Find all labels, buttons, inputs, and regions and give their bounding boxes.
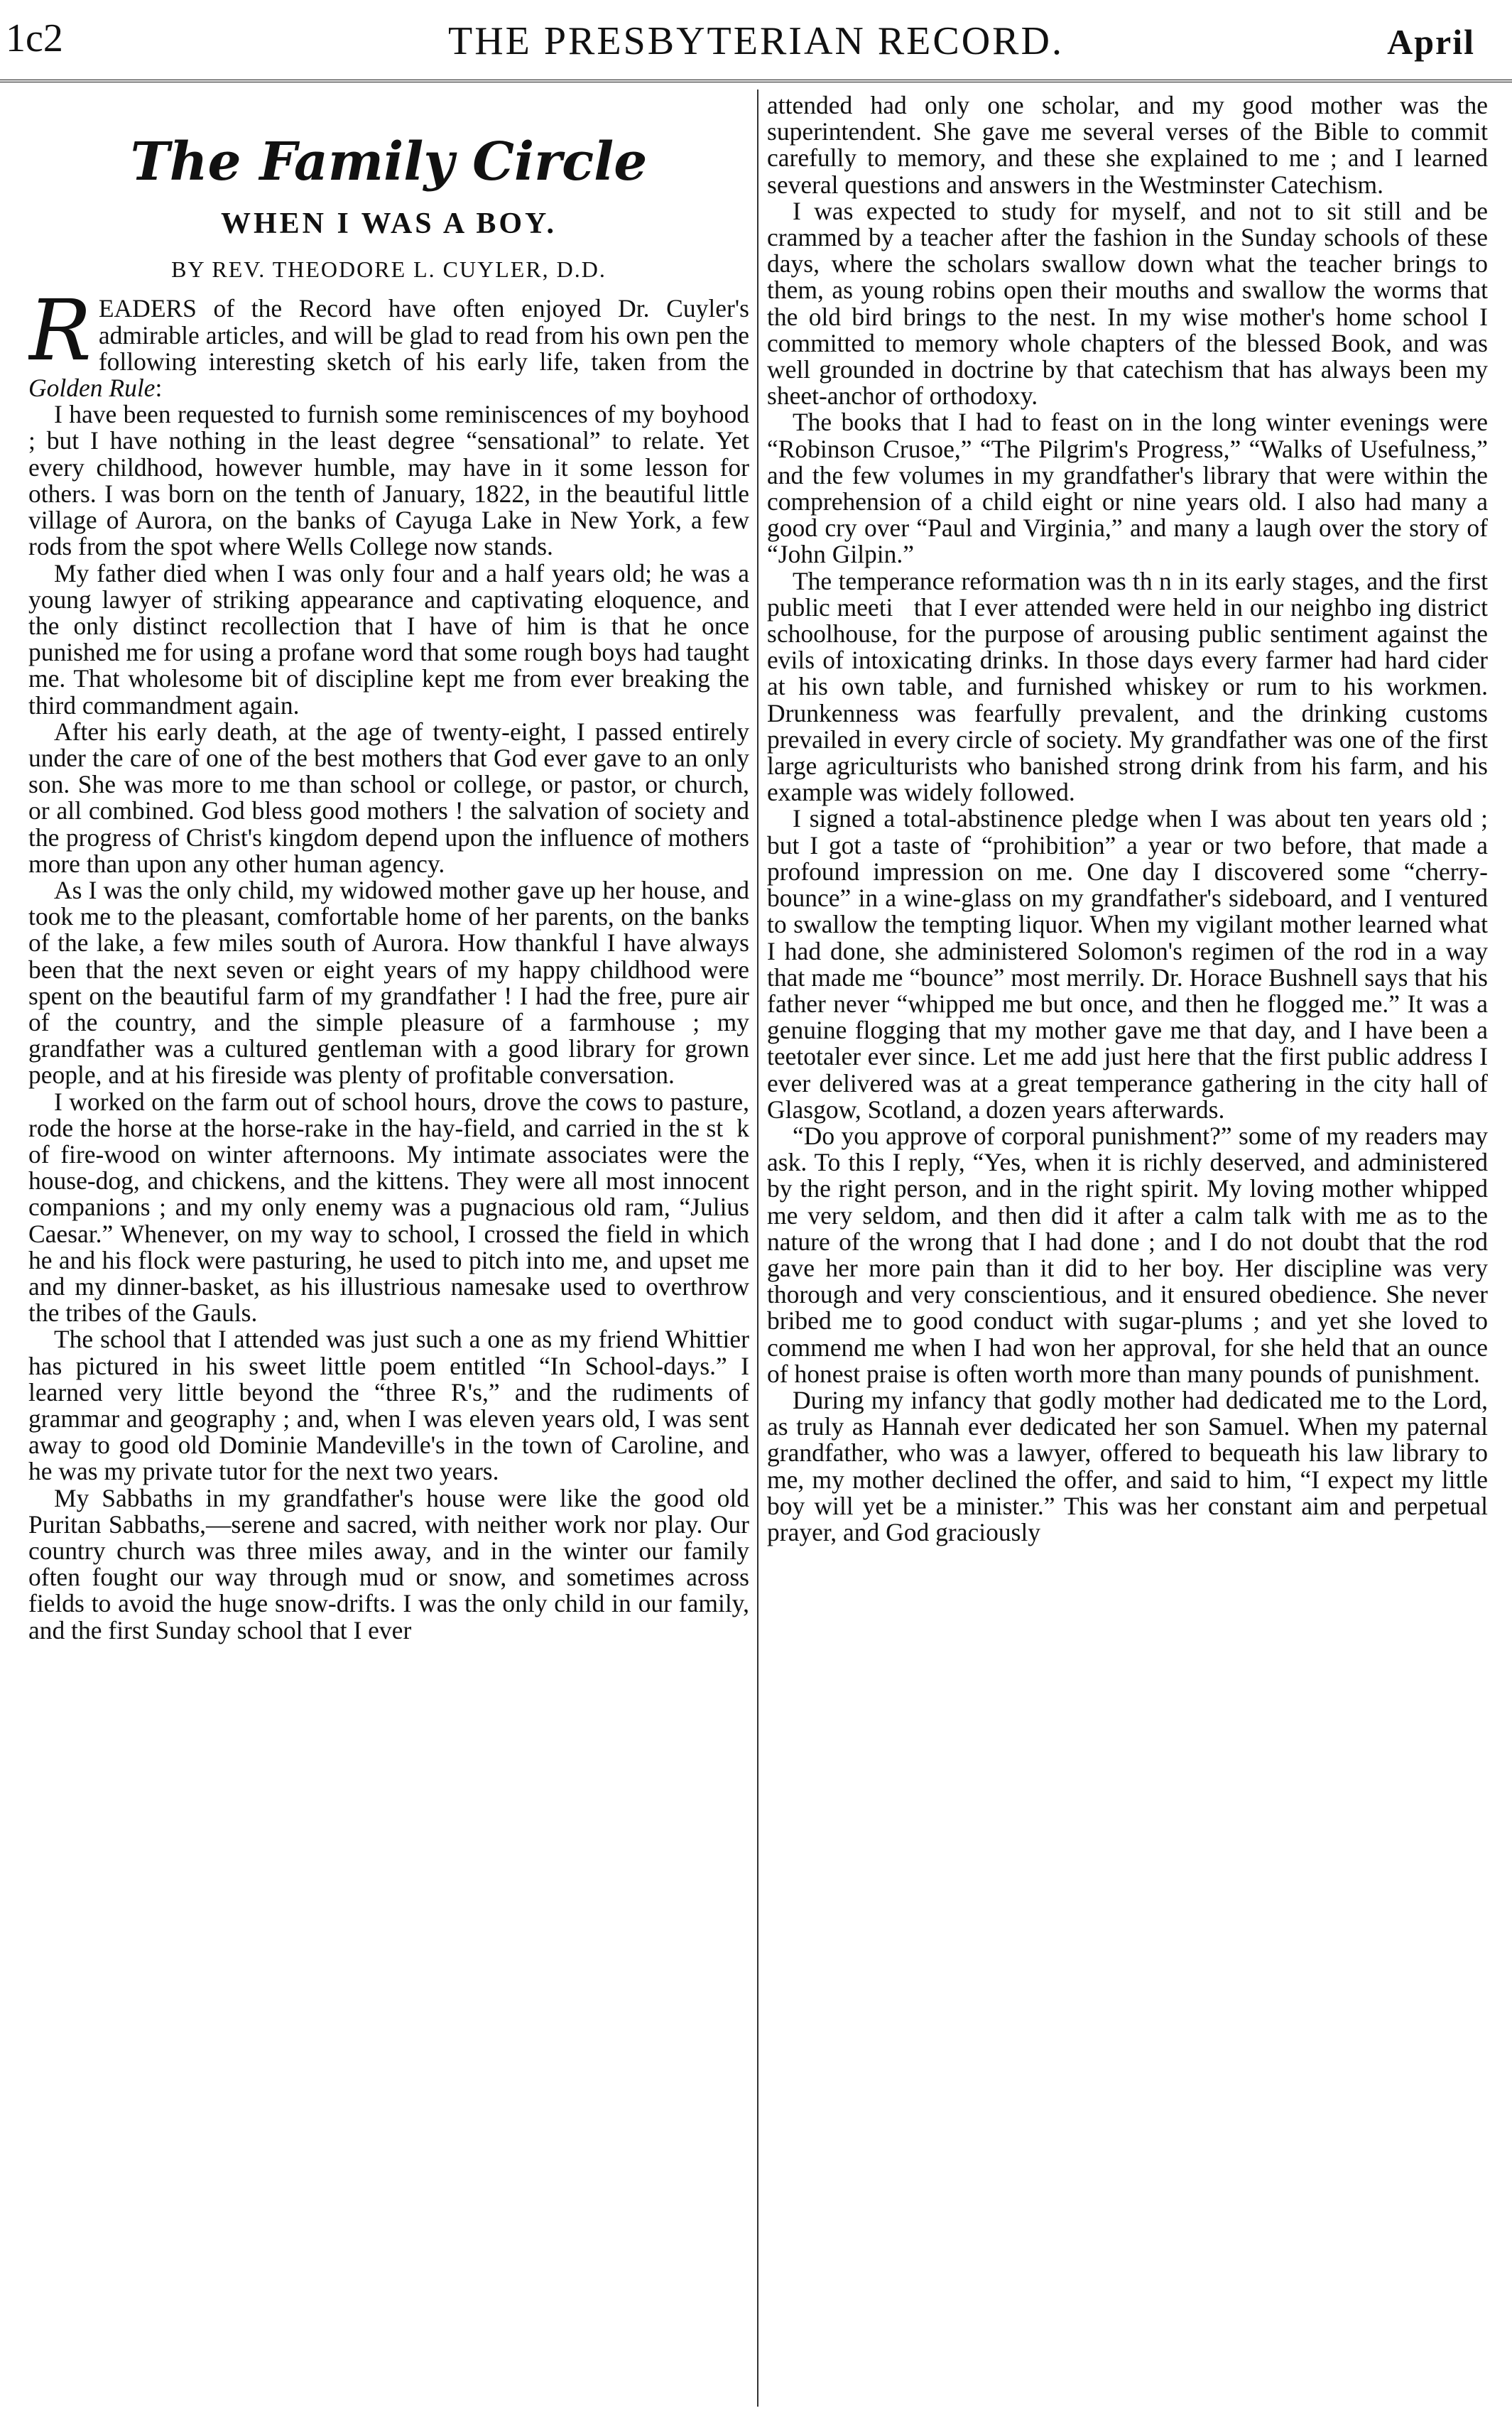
header-rule [0, 80, 1512, 82]
drop-cap: R [28, 281, 92, 380]
body-paragraph: I signed a total-abstinence pledge when I was about ten years old ; but I got a taste of “prohibition” a year or two before, that made a profound impression on me. One day I discovered some “cherry-bounce” in a wine-glass on my grandfather's sideboard, and I ventured to swallow the tempting liquor. When my vigilant mother learned what I had done, she administered Solomon's regimen of the rod in a way that made me “bounce” most merrily. Dr. Horace Bushnell says that his father never “whipped me but once, and then he flogged me.” It was a genuine flogging that my mother gave me that day, and I have been a teetotaler ever since. Let me add just here that the first public address I ever delivered was at a great temperance gathering in the city hall of Glasgow, Scotland, a dozen years afterwards. [767, 804, 1488, 1124]
left-column [28, 92, 749, 2401]
intro-tail: : [155, 374, 163, 403]
page-header [0, 0, 1512, 77]
body-paragraph: The books that I had to feast on in the long winter evenings were “Robinson Crusoe,” “The Pilgrim's Progress,” “Walks of Usefulness,” and the few volumes in my grandfather's library that were within the comprehension of a child eight or nine years old. I also had many a good cry over “Paul and Virginia,” and many a laugh over the story of “John Gilpin.” [767, 408, 1488, 569]
body-paragraph: As I was the only child, my widowed mother gave up her house, and took me to the pleasant, comfortable home of her parents, on the banks of the lake, a few miles south of Aurora. How thankful I have always been that the next seven or eight years of my happy childhood were spent on the beautiful farm of my grandfather ! I had the free, pure air of the country, and the simple pleasure of a farmhouse ; my grandfather was a cultured gentleman with a good library for grown people, and at his fireside was plenty of profitable conversation. [28, 875, 749, 1090]
body-paragraph: The school that I attended was just such a one as my friend Whittier has pictured in his sweet little poem entitled “In School-days.” I learned very little beyond the “three R's,” and the rudiments of grammar and geography ; and, when I was eleven years old, I was sent away to good old Dominie Mandeville's in the town of Caroline, and he was my private tutor for the next two years. [28, 1325, 749, 1486]
body-paragraph: I was expected to study for myself, and not to sit still and be crammed by a teacher after the fashion in the Sunday schools of these days, where the scholars swallow down what the teacher brings to them, as young robins open their mouths and swallow the worms that the old bird brings to the nest. In my wise mother's home school I committed to memory whole chapters of the blessed Book, and was well grounded in doctrine by that catechism that has always been my sheet-anchor of orthodoxy. [767, 196, 1488, 411]
intro-lead: EADERS of the Record have often enjoyed Dr. Cuyler's admirable articles, and will be glad to read from his own pen the following interesting sketch of his early life, taken from the [98, 294, 749, 376]
article-byline: BY REV. THEODORE L. CUYLER, D.D. [171, 256, 607, 283]
issue-month: April [1387, 22, 1475, 62]
intro-source: Golden Rule [28, 374, 156, 403]
body-paragraph: My father died when I was only four and a half years old; he was a young lawyer of striking appearance and captivating eloquence, and the only distinct recollection that I have of him is that he once punished me for using a profane word that some rough boys had taught me. That wholesome bit of discipline kept me from ever breaking the third commandment again. [28, 558, 749, 720]
page-number: 1c2 [6, 16, 63, 60]
section-title: The Family Circle [130, 131, 648, 193]
body-paragraph: After his early death, at the age of twenty-eight, I passed entirely under the care of one of the best mothers that God ever gave to an only son. She was more to me than school or college, or pastor, or church, or all combined. God bless good mothers ! the salvation of society and the progress of Christ's kingdom depend upon the influence of mothers more than upon any other human agency. [28, 717, 749, 878]
body-paragraph: During my infancy that godly mother had dedicated me to the Lord, as truly as Hannah ever dedicated her son Samuel. When my paternal grandfather, who was a lawyer, offered to bequeath his law library to me, my mother declined the offer, and said to him, “I expect my little boy will yet be a minister.” This was her constant aim and perpetual prayer, and God graciously [767, 1385, 1488, 1546]
body-paragraph: I worked on the farm out of school hours, drove the cows to pasture, rode the horse at the horse-rake in the hay-field, and carried in the st k of fire-wood on winter afternoons. My intimate associates were the house-dog, and chickens, and the kittens. They were all most innocent companions ; and my only enemy was a pugnacious old ram, “Julius Caesar.” Whenever, on my way to school, I crossed the field in which he and his flock were pasturing, he used to pitch into me, and upset me and my dinner-basket, as his illustrious namesake used to overthrow the tribes of the Gauls. [28, 1087, 749, 1328]
body-paragraph: “Do you approve of corporal punishment?” some of my readers may ask. To this I reply, “Yes, when it is richly deserved, and administered by the right person, and in the right spirit. My loving mother whipped me very seldom, and then did it after a calm talk with me as to the nature of the wrong that I had done ; and I do not doubt that the rod gave her more pain than it did to her boy. Her discipline was very thorough and very conscientious, and it ensured obedience. She never bribed me to good conduct with sugar-plums ; and yet she loved to commend me when I had won her approval, for she held that an ounce of honest praise is often worth more than many pounds of punishment. [767, 1121, 1488, 1388]
intro-paragraph [28, 281, 749, 403]
body-paragraph: I have been requested to furnish some reminiscences of my boyhood ; but I have nothing in the least degree “sensational” to relate. Yet every childhood, however humble, may have in it some lesson for others. I was born on the tenth of January, 1822, in the beautiful little village of Aurora, on the banks of Cayuga Lake in New York, a few rods from the spot where Wells College now stands. [28, 400, 749, 561]
article-title: WHEN I WAS A BOY. [221, 207, 557, 240]
right-column [767, 92, 1488, 2401]
column-divider [757, 90, 758, 2407]
body-paragraph: The temperance reformation was th n in its early stages, and the first public meeti that I ever attended were held in our neighbo ing district schoolhouse, for the purpose of arousing public sentiment against the evils of intoxicating drinks. In those days every farmer had hard cider at his own table, and furnished whiskey or rum to his workmen. Drunkenness was fearfully prevalent, and the drinking customs prevailed in every circle of society. My grandfather was one of the first large agriculturists who banished strong drink from his farm, and his example was widely followed. [767, 566, 1488, 807]
journal-title: THE PRESBYTERIAN RECORD. [448, 19, 1064, 63]
body-paragraph: My Sabbaths in my grandfather's house were like the good old Puritan Sabbaths,—serene and sacred, with neither work nor play. Our country church was three miles away, and in the winter our family often fought our way through mud or snow, and sometimes across fields to avoid the huge snow-drifts. I was the only child in our family, and the first Sunday school that I ever [28, 1483, 749, 1644]
body-paragraph-continued: attended had only one scholar, and my good mother was the superintendent. She gave me several verses of the Bible to commit carefully to memory, and these she explained to me ; and I learned several questions and answers in the Westminster Catechism. [767, 92, 1488, 199]
